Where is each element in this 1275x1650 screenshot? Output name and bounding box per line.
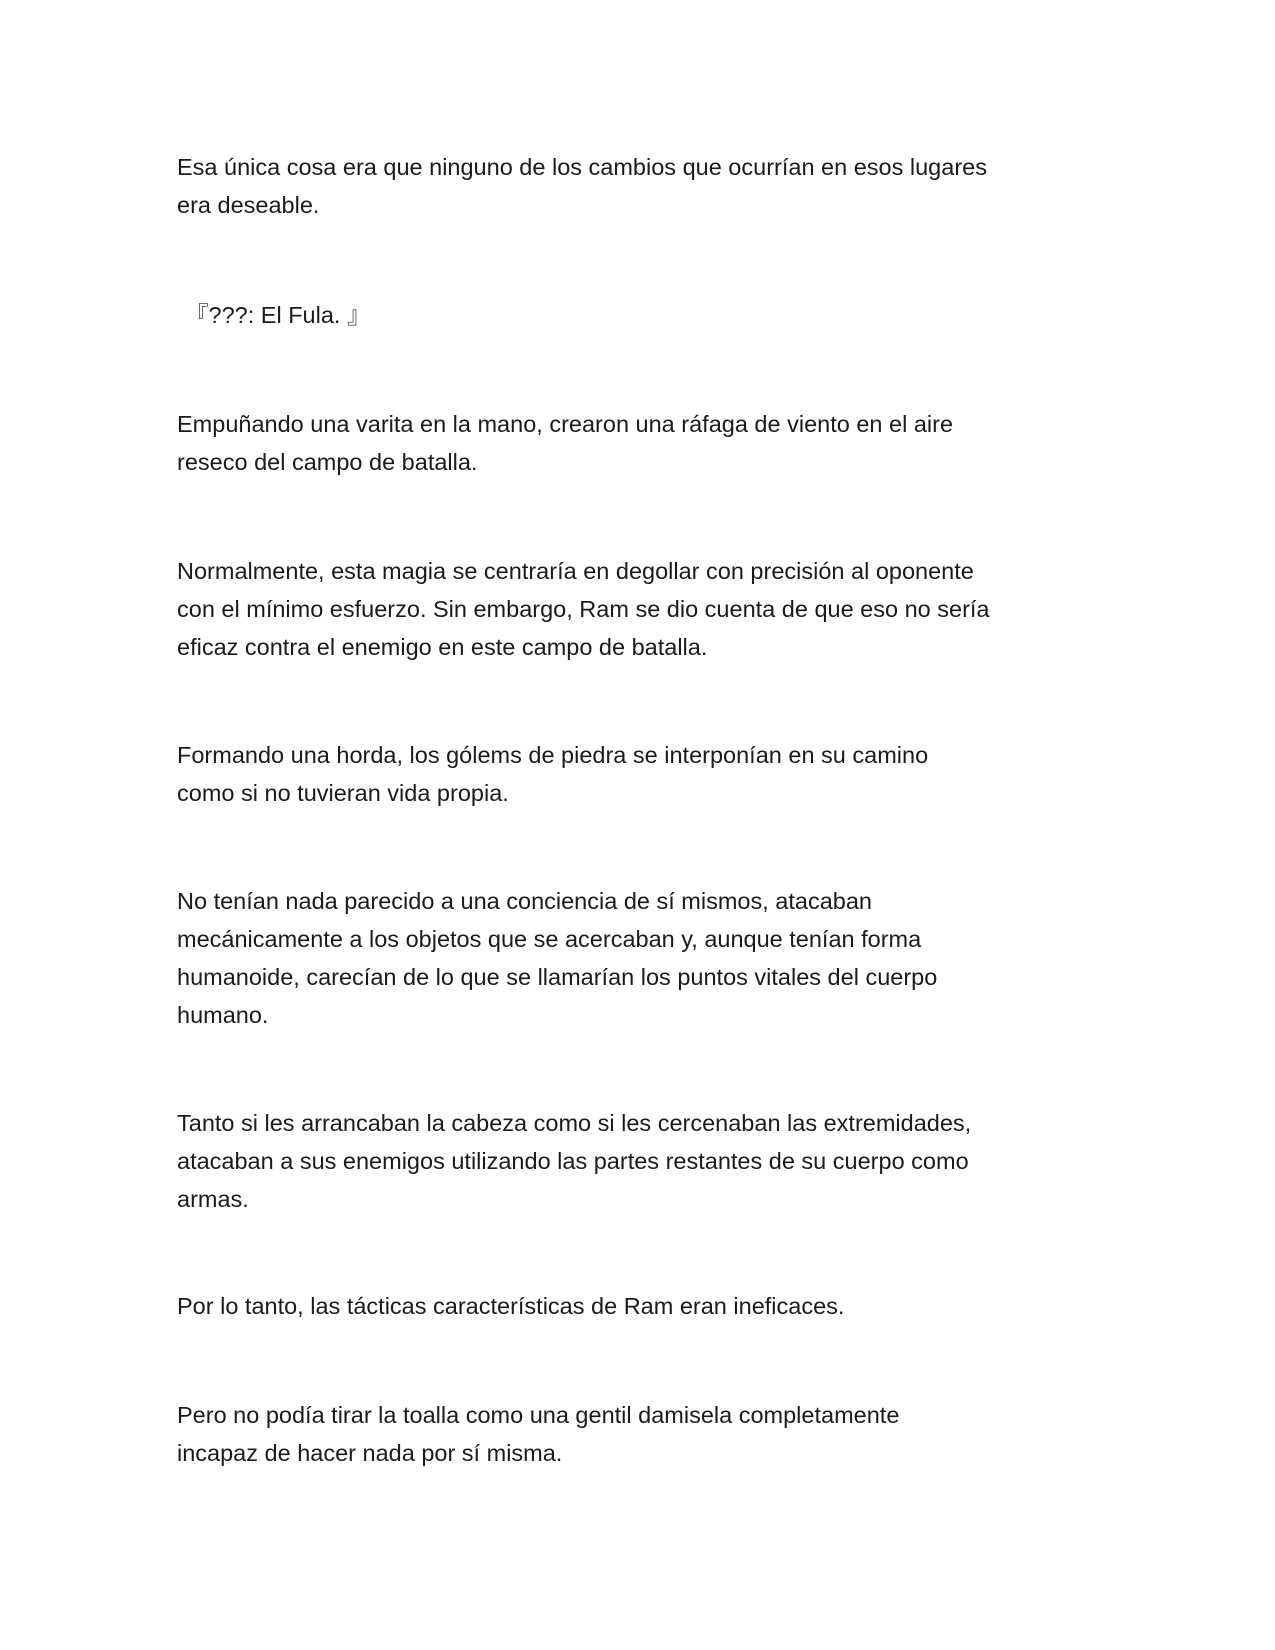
paragraph-7: Por lo tanto, las tácticas características de Ram eran ineficaces. bbox=[177, 1293, 845, 1319]
paragraph-6: Tanto si les arrancaban la cabeza como si les cercenaban las extremidades, atacaban a sus enemigos utilizando las partes restantes de su cuerpo como armas. bbox=[177, 1110, 972, 1212]
paragraph-2: Empuñando una varita en la mano, crearon una ráfaga de viento en el aire reseco del campo de batalla. bbox=[177, 411, 954, 475]
paragraph-1: Esa única cosa era que ninguno de los cambios que ocurrían en esos lugares era deseable. bbox=[177, 154, 987, 218]
paragraph-4: Formando una horda, los gólems de piedra se interponían en su camino como si no tuvieran vida propia. bbox=[177, 742, 929, 806]
paragraph-5: No tenían nada parecido a una conciencia de sí mismos, atacaban mecánicamente a los objetos que se acercaban y, aunque tenían forma humanoide, carecían de lo que se llamarían los puntos vitales del cuerpo humano. bbox=[177, 888, 938, 1028]
dialogue-line: 『???: El Fula. 』 bbox=[185, 302, 371, 328]
paragraph-3: Normalmente, esta magia se centraría en degollar con precisión al oponente con el mínimo esfuerzo. Sin embargo, Ram se dio cuenta de que eso no sería eficaz contra el enemigo en este campo de batalla. bbox=[177, 558, 990, 660]
paragraph-8: Pero no podía tirar la toalla como una gentil damisela completamente incapaz de hacer nada por sí misma. bbox=[177, 1402, 900, 1466]
